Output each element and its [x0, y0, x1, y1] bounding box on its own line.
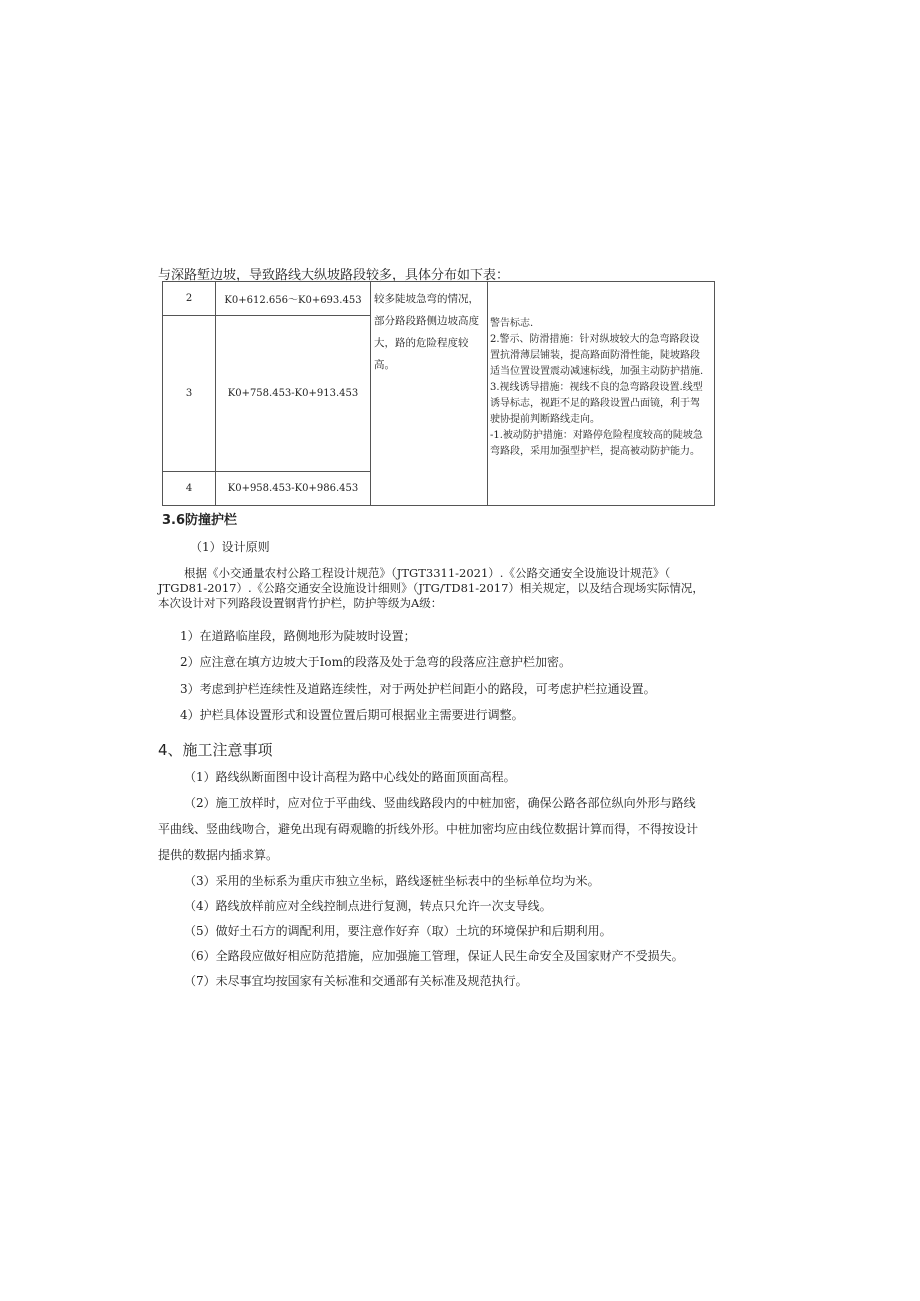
guardrail-item: 2）应注意在填方边坡大于Iom的段落及处于急弯的段落应注意护栏加密。 [180, 655, 571, 669]
measures-line: 诱导标志，视距不足的路段设置凸面镜，利于驾 [490, 398, 700, 409]
measures-line: 置抗滑薄层铺装，提高路面防滑性能，陡坡路段 [490, 350, 700, 361]
guardrail-item: 4）护栏具体设置形式和设置位置后期可根据业主需要进行调整。 [180, 708, 524, 722]
table-cell-range: K0+958.453-K0+986.453 [216, 472, 371, 506]
construction-notes [158, 765, 718, 994]
section-heading-4: 4、施工注意事项 [158, 741, 273, 759]
table-cell-no: 4 [163, 472, 216, 506]
table-cell-range: K0+612.656～K0+693.453 [216, 282, 371, 316]
note-3: （3）采用的坐标系为重庆市独立坐标，路线逐桩坐标表中的坐标单位均为米。 [184, 874, 600, 888]
measures-line: 3.视线诱导措施：视线不良的急弯路段设置.线型 [490, 382, 703, 393]
description-line: 高。 [374, 359, 395, 371]
note-6: （6）全路段应做好相应防范措施，应加强施工管理，保证人民生命安全及国家财产不受损失。 [184, 949, 684, 963]
table-cell-no: 2 [163, 282, 216, 316]
paragraph-line: JTGD81-2017）.《公路交通安全设施设计细则》（JTG/TD81-2017）相关规定，以及结合现场实际情况， [158, 581, 704, 595]
description-line: 大，路的危险程度较 [374, 337, 469, 349]
note-7: （7）未尽事宜均按国家有关标准和交通部有关标准及规范执行。 [184, 974, 528, 988]
measures-line: 适当位置设置震动减速标线，加强主动防护措施. [490, 366, 704, 377]
description-line: 部分路段路侧边坡高度 [374, 315, 479, 327]
note-2-line: （2）施工放样时，应对位于平曲线、竖曲线路段内的中桩加密，确保公路各部位纵向外形与路线 [184, 796, 696, 810]
note-1: （1）路线纵断面图中设计高程为路中心线处的路面顶面高程。 [184, 770, 516, 784]
guardrail-item: 1）在道路临崖段，路侧地形为陡坡时设置； [180, 629, 416, 643]
note-4: （4）路线放样前应对全线控制点进行复测，转点只允许一次支导线。 [184, 899, 552, 913]
intro-text: 与深路堑边坡，导致路线大纵坡路段较多，具体分布如下表： [158, 268, 510, 283]
risk-section-table [162, 281, 715, 506]
table-cell-measures [488, 282, 715, 506]
measures-line: 驶协提前判断路线走向。 [490, 414, 600, 425]
note-2-line: 提供的数据内插求算。 [158, 848, 279, 862]
table-cell-description [371, 282, 488, 506]
sub-heading: （1）设计原则 [190, 540, 270, 554]
section-heading-3-6: 3.6防撞护栏 [162, 513, 238, 528]
measures-line: -1.被动防护措施：对路停危险程度较高的陡坡急 [490, 430, 703, 441]
description-line: 较多陡坡急弯的情况， [374, 293, 479, 305]
measures-line: 警告标志. [490, 318, 534, 329]
note-2-line: 平曲线、竖曲线吻合，避免出现有碍观瞻的折线外形。中桩加密均应由线位数据计算而得，不得按设计 [158, 822, 699, 836]
measures-line: 弯路段，采用加强型护栏，提高被动防护能力。 [490, 446, 700, 457]
table-cell-range: K0+758.453-K0+913.453 [216, 316, 371, 472]
paragraph-line: 根据《小交通量农村公路工程设计规范》（JTGT3311-2021）.《公路交通安全设施设计规范》（ [184, 566, 671, 580]
guardrail-item: 3）考虑到护栏连续性及道路连续性，对于两处护栏间距小的路段，可考虑护栏拉通设置。 [180, 682, 656, 696]
paragraph-line: 本次设计对下列路段设置钢背竹护栏，防护等级为A级： [158, 596, 443, 610]
measures-line: 2.警示、防滑措施：针对纵坡较大的急弯路段设 [490, 334, 700, 345]
design-principle-paragraph [158, 566, 718, 611]
table-cell-no: 3 [163, 316, 216, 472]
note-5: （5）做好土石方的调配利用，要注意作好弃（取）土坑的环境保护和后期利用。 [184, 924, 612, 938]
